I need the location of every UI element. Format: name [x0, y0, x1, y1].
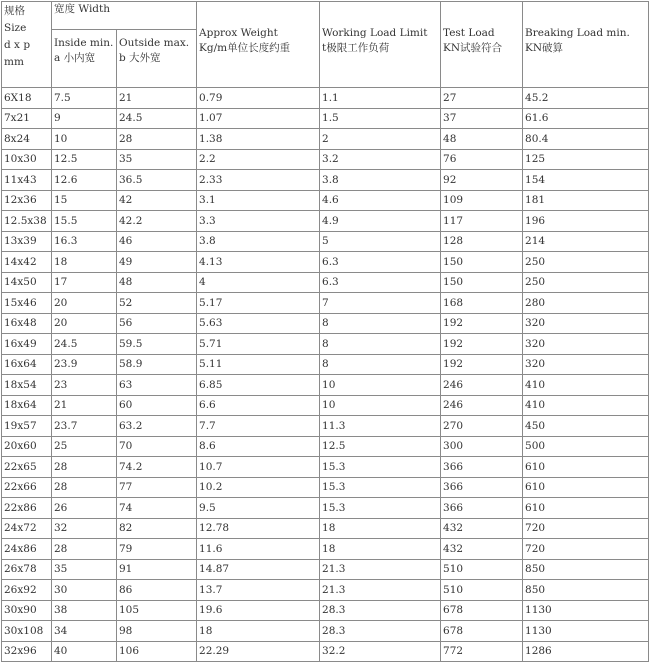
- cell-test-load: 37: [441, 108, 523, 129]
- cell-wll: 21.3: [320, 580, 441, 601]
- cell-test-load: 772: [441, 641, 523, 662]
- cell-breaking-load: 1130: [523, 600, 649, 621]
- cell-outside-max: 28: [117, 129, 197, 150]
- table-row: [2, 600, 649, 621]
- cell-inside-min: 17: [52, 272, 117, 293]
- cell-outside-max: 21: [117, 88, 197, 109]
- cell-outside-max: 63: [117, 375, 197, 396]
- table-row: [2, 375, 649, 396]
- cell-size: 30x90: [2, 600, 52, 621]
- cell-breaking-load: 610: [523, 498, 649, 519]
- cell-outside-max: 58.9: [117, 354, 197, 375]
- cell-inside-min: 32: [52, 518, 117, 539]
- cell-weight: 5.71: [197, 334, 320, 355]
- table-row: [2, 231, 649, 252]
- cell-inside-min: 20: [52, 313, 117, 334]
- cell-breaking-load: 154: [523, 170, 649, 191]
- cell-weight: 6.85: [197, 375, 320, 396]
- cell-wll: 28.3: [320, 600, 441, 621]
- header-working-load-limit: [320, 2, 441, 88]
- cell-outside-max: 24.5: [117, 108, 197, 129]
- cell-weight: 12.78: [197, 518, 320, 539]
- cell-outside-max: 52: [117, 293, 197, 314]
- cell-breaking-load: 610: [523, 457, 649, 478]
- cell-size: 14x42: [2, 252, 52, 273]
- header-weight-line: Approx Weight: [199, 27, 278, 39]
- cell-size: 20x60: [2, 436, 52, 457]
- cell-weight: 5.63: [197, 313, 320, 334]
- cell-inside-min: 10: [52, 129, 117, 150]
- cell-inside-min: 9: [52, 108, 117, 129]
- header-wll-line: t极限工作负荷: [322, 42, 390, 54]
- cell-weight: 2.2: [197, 149, 320, 170]
- cell-outside-max: 59.5: [117, 334, 197, 355]
- cell-test-load: 366: [441, 477, 523, 498]
- cell-wll: 6.3: [320, 272, 441, 293]
- cell-test-load: 76: [441, 149, 523, 170]
- cell-wll: 4.9: [320, 211, 441, 232]
- cell-outside-max: 74.2: [117, 457, 197, 478]
- cell-size: 15x46: [2, 293, 52, 314]
- chain-spec-table: [1, 1, 649, 662]
- cell-outside-max: 86: [117, 580, 197, 601]
- cell-weight: 14.87: [197, 559, 320, 580]
- cell-wll: 28.3: [320, 621, 441, 642]
- cell-inside-min: 25: [52, 436, 117, 457]
- cell-outside-max: 42: [117, 190, 197, 211]
- cell-inside-min: 26: [52, 498, 117, 519]
- cell-weight: 13.7: [197, 580, 320, 601]
- cell-inside-min: 23.9: [52, 354, 117, 375]
- cell-wll: 6.3: [320, 252, 441, 273]
- table-row: [2, 170, 649, 191]
- table-row: [2, 272, 649, 293]
- cell-size: 18x64: [2, 395, 52, 416]
- cell-size: 7x21: [2, 108, 52, 129]
- cell-breaking-load: 450: [523, 416, 649, 437]
- cell-wll: 10: [320, 375, 441, 396]
- cell-wll: 3.2: [320, 149, 441, 170]
- cell-inside-min: 12.5: [52, 149, 117, 170]
- cell-inside-min: 28: [52, 477, 117, 498]
- cell-test-load: 432: [441, 518, 523, 539]
- cell-size: 32x96: [2, 641, 52, 662]
- header-size-line: Size: [4, 22, 27, 34]
- cell-inside-min: 38: [52, 600, 117, 621]
- cell-test-load: 192: [441, 334, 523, 355]
- table-row: [2, 190, 649, 211]
- cell-breaking-load: 610: [523, 477, 649, 498]
- cell-breaking-load: 80.4: [523, 129, 649, 150]
- header-outside-max: [117, 30, 197, 88]
- table-row: [2, 518, 649, 539]
- cell-weight: 1.07: [197, 108, 320, 129]
- cell-weight: 4.13: [197, 252, 320, 273]
- cell-weight: 1.38: [197, 129, 320, 150]
- cell-test-load: 168: [441, 293, 523, 314]
- cell-size: 19x57: [2, 416, 52, 437]
- cell-outside-max: 56: [117, 313, 197, 334]
- cell-outside-max: 48: [117, 272, 197, 293]
- cell-breaking-load: 125: [523, 149, 649, 170]
- cell-wll: 3.8: [320, 170, 441, 191]
- cell-wll: 8: [320, 313, 441, 334]
- cell-inside-min: 20: [52, 293, 117, 314]
- cell-outside-max: 106: [117, 641, 197, 662]
- header-test-line: Test Load: [443, 27, 495, 39]
- cell-wll: 15.3: [320, 457, 441, 478]
- cell-inside-min: 18: [52, 252, 117, 273]
- cell-inside-min: 15.5: [52, 211, 117, 232]
- cell-inside-min: 35: [52, 559, 117, 580]
- table-row: [2, 436, 649, 457]
- header-breaking-line: Breaking Load min.: [525, 27, 630, 39]
- cell-size: 18x54: [2, 375, 52, 396]
- cell-weight: 0.79: [197, 88, 320, 109]
- cell-breaking-load: 280: [523, 293, 649, 314]
- cell-breaking-load: 181: [523, 190, 649, 211]
- cell-weight: 3.1: [197, 190, 320, 211]
- table-row: [2, 621, 649, 642]
- cell-weight: 11.6: [197, 539, 320, 560]
- cell-breaking-load: 196: [523, 211, 649, 232]
- header-weight: [197, 2, 320, 88]
- table-row: [2, 252, 649, 273]
- cell-breaking-load: 250: [523, 252, 649, 273]
- cell-outside-max: 35: [117, 149, 197, 170]
- cell-test-load: 510: [441, 559, 523, 580]
- header-outside-line: Outside max.: [119, 37, 190, 49]
- cell-test-load: 246: [441, 395, 523, 416]
- cell-breaking-load: 720: [523, 518, 649, 539]
- cell-test-load: 510: [441, 580, 523, 601]
- cell-size: 12x36: [2, 190, 52, 211]
- cell-outside-max: 60: [117, 395, 197, 416]
- header-size-line: mm: [4, 56, 24, 68]
- cell-wll: 15.3: [320, 498, 441, 519]
- cell-weight: 3.8: [197, 231, 320, 252]
- header-weight-line: Kg/m单位长度约重: [199, 42, 291, 54]
- header-size: [2, 2, 52, 88]
- cell-wll: 1.5: [320, 108, 441, 129]
- cell-size: 22x65: [2, 457, 52, 478]
- header-outside-line: b 大外宽: [119, 52, 161, 64]
- header-inside-min: [52, 30, 117, 88]
- cell-outside-max: 77: [117, 477, 197, 498]
- cell-outside-max: 36.5: [117, 170, 197, 191]
- cell-size: 6X18: [2, 88, 52, 109]
- cell-test-load: 678: [441, 600, 523, 621]
- cell-wll: 8: [320, 354, 441, 375]
- cell-outside-max: 42.2: [117, 211, 197, 232]
- cell-breaking-load: 410: [523, 395, 649, 416]
- cell-size: 22x86: [2, 498, 52, 519]
- table-row: [2, 108, 649, 129]
- cell-breaking-load: 250: [523, 272, 649, 293]
- cell-weight: 19.6: [197, 600, 320, 621]
- cell-size: 16x48: [2, 313, 52, 334]
- cell-inside-min: 7.5: [52, 88, 117, 109]
- cell-wll: 5: [320, 231, 441, 252]
- header-width-group: 宽度 Width: [52, 2, 197, 30]
- cell-size: 26x78: [2, 559, 52, 580]
- table-row: [2, 498, 649, 519]
- cell-inside-min: 28: [52, 457, 117, 478]
- cell-size: 24x86: [2, 539, 52, 560]
- cell-breaking-load: 1286: [523, 641, 649, 662]
- cell-outside-max: 91: [117, 559, 197, 580]
- cell-size: 22x66: [2, 477, 52, 498]
- cell-outside-max: 98: [117, 621, 197, 642]
- cell-size: 12.5x38: [2, 211, 52, 232]
- table-header: [2, 2, 649, 88]
- header-wll-line: Working Load Limit: [322, 27, 428, 39]
- cell-outside-max: 70: [117, 436, 197, 457]
- cell-inside-min: 16.3: [52, 231, 117, 252]
- cell-outside-max: 74: [117, 498, 197, 519]
- cell-test-load: 117: [441, 211, 523, 232]
- table-row: [2, 395, 649, 416]
- cell-weight: 10.2: [197, 477, 320, 498]
- cell-weight: 10.7: [197, 457, 320, 478]
- cell-weight: 5.11: [197, 354, 320, 375]
- cell-weight: 8.6: [197, 436, 320, 457]
- cell-weight: 22.29: [197, 641, 320, 662]
- cell-inside-min: 28: [52, 539, 117, 560]
- cell-test-load: 150: [441, 252, 523, 273]
- cell-inside-min: 23: [52, 375, 117, 396]
- cell-breaking-load: 214: [523, 231, 649, 252]
- table-row: [2, 211, 649, 232]
- cell-wll: 7: [320, 293, 441, 314]
- table-row: [2, 477, 649, 498]
- cell-size: 16x49: [2, 334, 52, 355]
- cell-inside-min: 24.5: [52, 334, 117, 355]
- cell-breaking-load: 61.6: [523, 108, 649, 129]
- cell-inside-min: 34: [52, 621, 117, 642]
- cell-inside-min: 40: [52, 641, 117, 662]
- cell-wll: 2: [320, 129, 441, 150]
- cell-size: 11x43: [2, 170, 52, 191]
- cell-test-load: 366: [441, 457, 523, 478]
- table-row: [2, 88, 649, 109]
- cell-wll: 18: [320, 539, 441, 560]
- cell-test-load: 92: [441, 170, 523, 191]
- cell-outside-max: 105: [117, 600, 197, 621]
- cell-size: 16x64: [2, 354, 52, 375]
- cell-weight: 6.6: [197, 395, 320, 416]
- cell-test-load: 678: [441, 621, 523, 642]
- cell-breaking-load: 720: [523, 539, 649, 560]
- header-test-line: KN试验符合: [443, 42, 503, 54]
- header-inside-line: a 小内宽: [54, 52, 96, 64]
- cell-breaking-load: 45.2: [523, 88, 649, 109]
- header-inside-line: Inside min.: [54, 37, 114, 49]
- cell-weight: 18: [197, 621, 320, 642]
- cell-size: 10x30: [2, 149, 52, 170]
- cell-breaking-load: 500: [523, 436, 649, 457]
- table-body: [2, 88, 649, 662]
- cell-inside-min: 15: [52, 190, 117, 211]
- header-size-line: d x p: [4, 39, 31, 51]
- cell-inside-min: 23.7: [52, 416, 117, 437]
- table-row: [2, 559, 649, 580]
- cell-wll: 11.3: [320, 416, 441, 437]
- table-row: [2, 149, 649, 170]
- cell-wll: 1.1: [320, 88, 441, 109]
- cell-wll: 18: [320, 518, 441, 539]
- cell-weight: 2.33: [197, 170, 320, 191]
- cell-size: 14x50: [2, 272, 52, 293]
- cell-size: 8x24: [2, 129, 52, 150]
- cell-inside-min: 21: [52, 395, 117, 416]
- cell-test-load: 150: [441, 272, 523, 293]
- cell-weight: 4: [197, 272, 320, 293]
- cell-test-load: 366: [441, 498, 523, 519]
- cell-breaking-load: 1130: [523, 621, 649, 642]
- cell-outside-max: 46: [117, 231, 197, 252]
- cell-test-load: 192: [441, 313, 523, 334]
- cell-wll: 21.3: [320, 559, 441, 580]
- cell-outside-max: 49: [117, 252, 197, 273]
- cell-wll: 15.3: [320, 477, 441, 498]
- table-row: [2, 313, 649, 334]
- cell-outside-max: 82: [117, 518, 197, 539]
- table-row: [2, 293, 649, 314]
- cell-weight: 7.7: [197, 416, 320, 437]
- cell-breaking-load: 410: [523, 375, 649, 396]
- cell-breaking-load: 320: [523, 354, 649, 375]
- cell-breaking-load: 850: [523, 580, 649, 601]
- header-breaking-load: [523, 2, 649, 88]
- table-row: [2, 416, 649, 437]
- table-row: [2, 539, 649, 560]
- cell-test-load: 192: [441, 354, 523, 375]
- cell-inside-min: 30: [52, 580, 117, 601]
- header-test-load: [441, 2, 523, 88]
- cell-outside-max: 63.2: [117, 416, 197, 437]
- cell-breaking-load: 320: [523, 313, 649, 334]
- cell-wll: 10: [320, 395, 441, 416]
- cell-test-load: 270: [441, 416, 523, 437]
- table-row: [2, 129, 649, 150]
- cell-test-load: 27: [441, 88, 523, 109]
- cell-size: 30x108: [2, 621, 52, 642]
- table-row: [2, 641, 649, 662]
- cell-wll: 4.6: [320, 190, 441, 211]
- cell-size: 13x39: [2, 231, 52, 252]
- table-row: [2, 334, 649, 355]
- cell-weight: 3.3: [197, 211, 320, 232]
- table-row: [2, 580, 649, 601]
- cell-test-load: 48: [441, 129, 523, 150]
- header-size-line: 规格: [4, 5, 25, 17]
- cell-test-load: 109: [441, 190, 523, 211]
- cell-size: 26x92: [2, 580, 52, 601]
- cell-test-load: 246: [441, 375, 523, 396]
- cell-wll: 12.5: [320, 436, 441, 457]
- cell-weight: 5.17: [197, 293, 320, 314]
- table-row: [2, 457, 649, 478]
- cell-outside-max: 79: [117, 539, 197, 560]
- cell-breaking-load: 850: [523, 559, 649, 580]
- cell-test-load: 300: [441, 436, 523, 457]
- cell-breaking-load: 320: [523, 334, 649, 355]
- table-row: [2, 354, 649, 375]
- cell-size: 24x72: [2, 518, 52, 539]
- cell-test-load: 128: [441, 231, 523, 252]
- header-breaking-line: KN破算: [525, 42, 564, 54]
- cell-inside-min: 12.6: [52, 170, 117, 191]
- cell-test-load: 432: [441, 539, 523, 560]
- cell-wll: 8: [320, 334, 441, 355]
- cell-wll: 32.2: [320, 641, 441, 662]
- cell-weight: 9.5: [197, 498, 320, 519]
